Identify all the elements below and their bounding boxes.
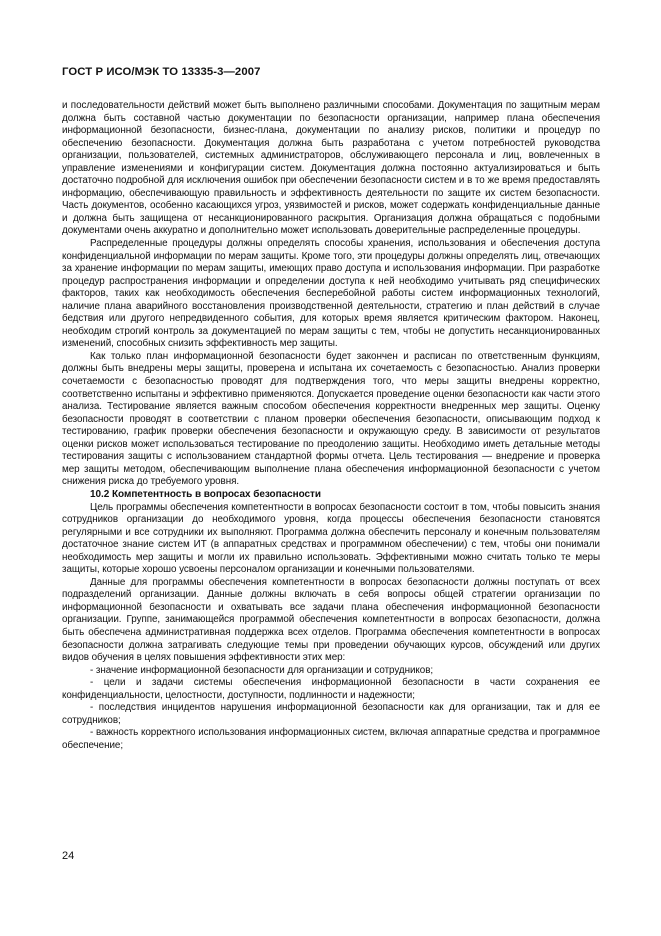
paragraph: и последовательности действий может быть выполнено различными способами. Документация по защитным мерам должна быть составной частью документации по безопасности организации, например плана обеспечения информационной безопасности, бизнес-плана, документации по анализу рисков, политики и процедур по обеспечению безопасности. Документация должна быть разработана с учетом потребностей руководства организации, пользователей, системных администраторов, обслуживающего персонала и лиц, вовлеченных в управление изменениями и конфигурации систем. Документация должна постоянно актуализироваться и быть достаточно подробной для исключения ошибок при обеспечении безопасности систем и в то же время предоставлять информацию, обеспечивающую правильность и эффективность деятельности по защите их систем безопасности. Часть документов, особенно касающихся угроз, уязвимостей и рисков, может содержать конфиденциальные данные и должна быть защищена от несанкционированного раскрытия. Организация должна обращаться с подобными документами очень аккуратно и дополнительно может использовать доверительные распределенные процедуры. (62, 100, 600, 237)
list-item: - последствия инцидентов нарушения информационной безопасности как для организации, так и для ее сотрудников; (62, 702, 600, 726)
document-body (62, 100, 600, 752)
document-header: ГОСТ Р ИСО/МЭК ТО 13335-3—2007 (62, 66, 261, 78)
page-number: 24 (62, 850, 75, 862)
paragraph: Как только план информационной безопасности будет закончен и расписан по ответственным функциям, должны быть внедрены меры защиты, проверена и испытана их сочетаемость с безопасностью. Анализ проверки сочетаемости с безопасностью проводят для подтверждения того, что меры защиты внедрены корректно, соответственно испытаны и эффективно применяются. Допускается проведение оценки безопасности как части этого анализа. Тестирование является важным способом обеспечения корректности внедренных мер защиты. Оценку безопасности проводят в соответствии с планом проверки обеспечения безопасности, описывающим подход к тестированию, график проверки обеспечения безопасности и окружающую среду. В зависимости от результатов оценки рисков может использоваться тестирование по преодолению защиты. Необходимо иметь детальные методы тестирования защиты с использованием стандартной формы отчета. Цель тестирования — внедрение и проверка мер защиты методом, обеспечивающим выполнение плана обеспечения информационной безопасности с учетом снижения риска до требуемого уровня. (62, 350, 600, 488)
section-heading: 10.2 Компетентность в вопросах безопасности (90, 488, 321, 500)
list-item: - цели и задачи системы обеспечения информационной безопасности в части сохранения ее конфиденциальности, целостности, доступности, подлинности и надежности; (62, 677, 600, 701)
paragraph: Цель программы обеспечения компетентности в вопросах безопасности состоит в том, чтобы повысить знания сотрудников организации до необходимого уровня, когда процессы обеспечения безопасности становятся регулярными и все сотрудники их выполняют. Программа должна обеспечить персоналу и конечным пользователям достаточное знание систем ИТ (в аппаратных средствах и программном обеспечении) с тем, чтобы они понимали необходимость мер защиты и могли их правильно использовать. Эффективными можно считать только те меры защиты, которые хорошо усвоены персоналом организации и конечными пользователями. (62, 501, 600, 576)
paragraph: Данные для программы обеспечения компетентности в вопросах безопасности должны поступать от всех подразделений организации. Данные должны включать в себя вопросы общей стратегии организации по информационной безопасности и охватывать все задачи плана обеспечения информационной безопасности организации. Группе, занимающейся программой обеспечения компетентности в вопросах безопасности, должна быть обеспечена административная поддержка всех отделов. Программа обеспечения компетентности в вопросах безопасности должна затрагивать следующие темы при проведении обучающих курсов, обсуждений или других видов обучения в целях повышения эффективности этих мер: (62, 576, 600, 664)
list-item: - важность корректного использования информационных систем, включая аппаратные средства и программное обеспечение; (62, 727, 600, 751)
paragraph: Распределенные процедуры должны определять способы хранения, использования и обеспечения доступа конфиденциальной информации по мерам защиты. Кроме того, эти процедуры должны определять лиц, отвечающих за хранение информации по мерам защиты, имеющих право доступа и использования информации. При разработке процедур распространения информации и определении доступа к ней необходимо учитывать ряд специфических факторов, таких как необходимость обеспечения бесперебойной работы систем информационных технологий, наличие плана аварийного восстановления производственной деятельности, стратегию и план действий в случае бедствия или другого непредвиденного события, для которых время является критическим фактором. Наконец, необходим строгий контроль за документацией по мерам защиты с тем, чтобы не допустить несанкционированных изменений, способных снизить эффективность мер защиты. (62, 238, 600, 350)
list-item: - значение информационной безопасности для организации и сотрудников; (90, 664, 434, 676)
